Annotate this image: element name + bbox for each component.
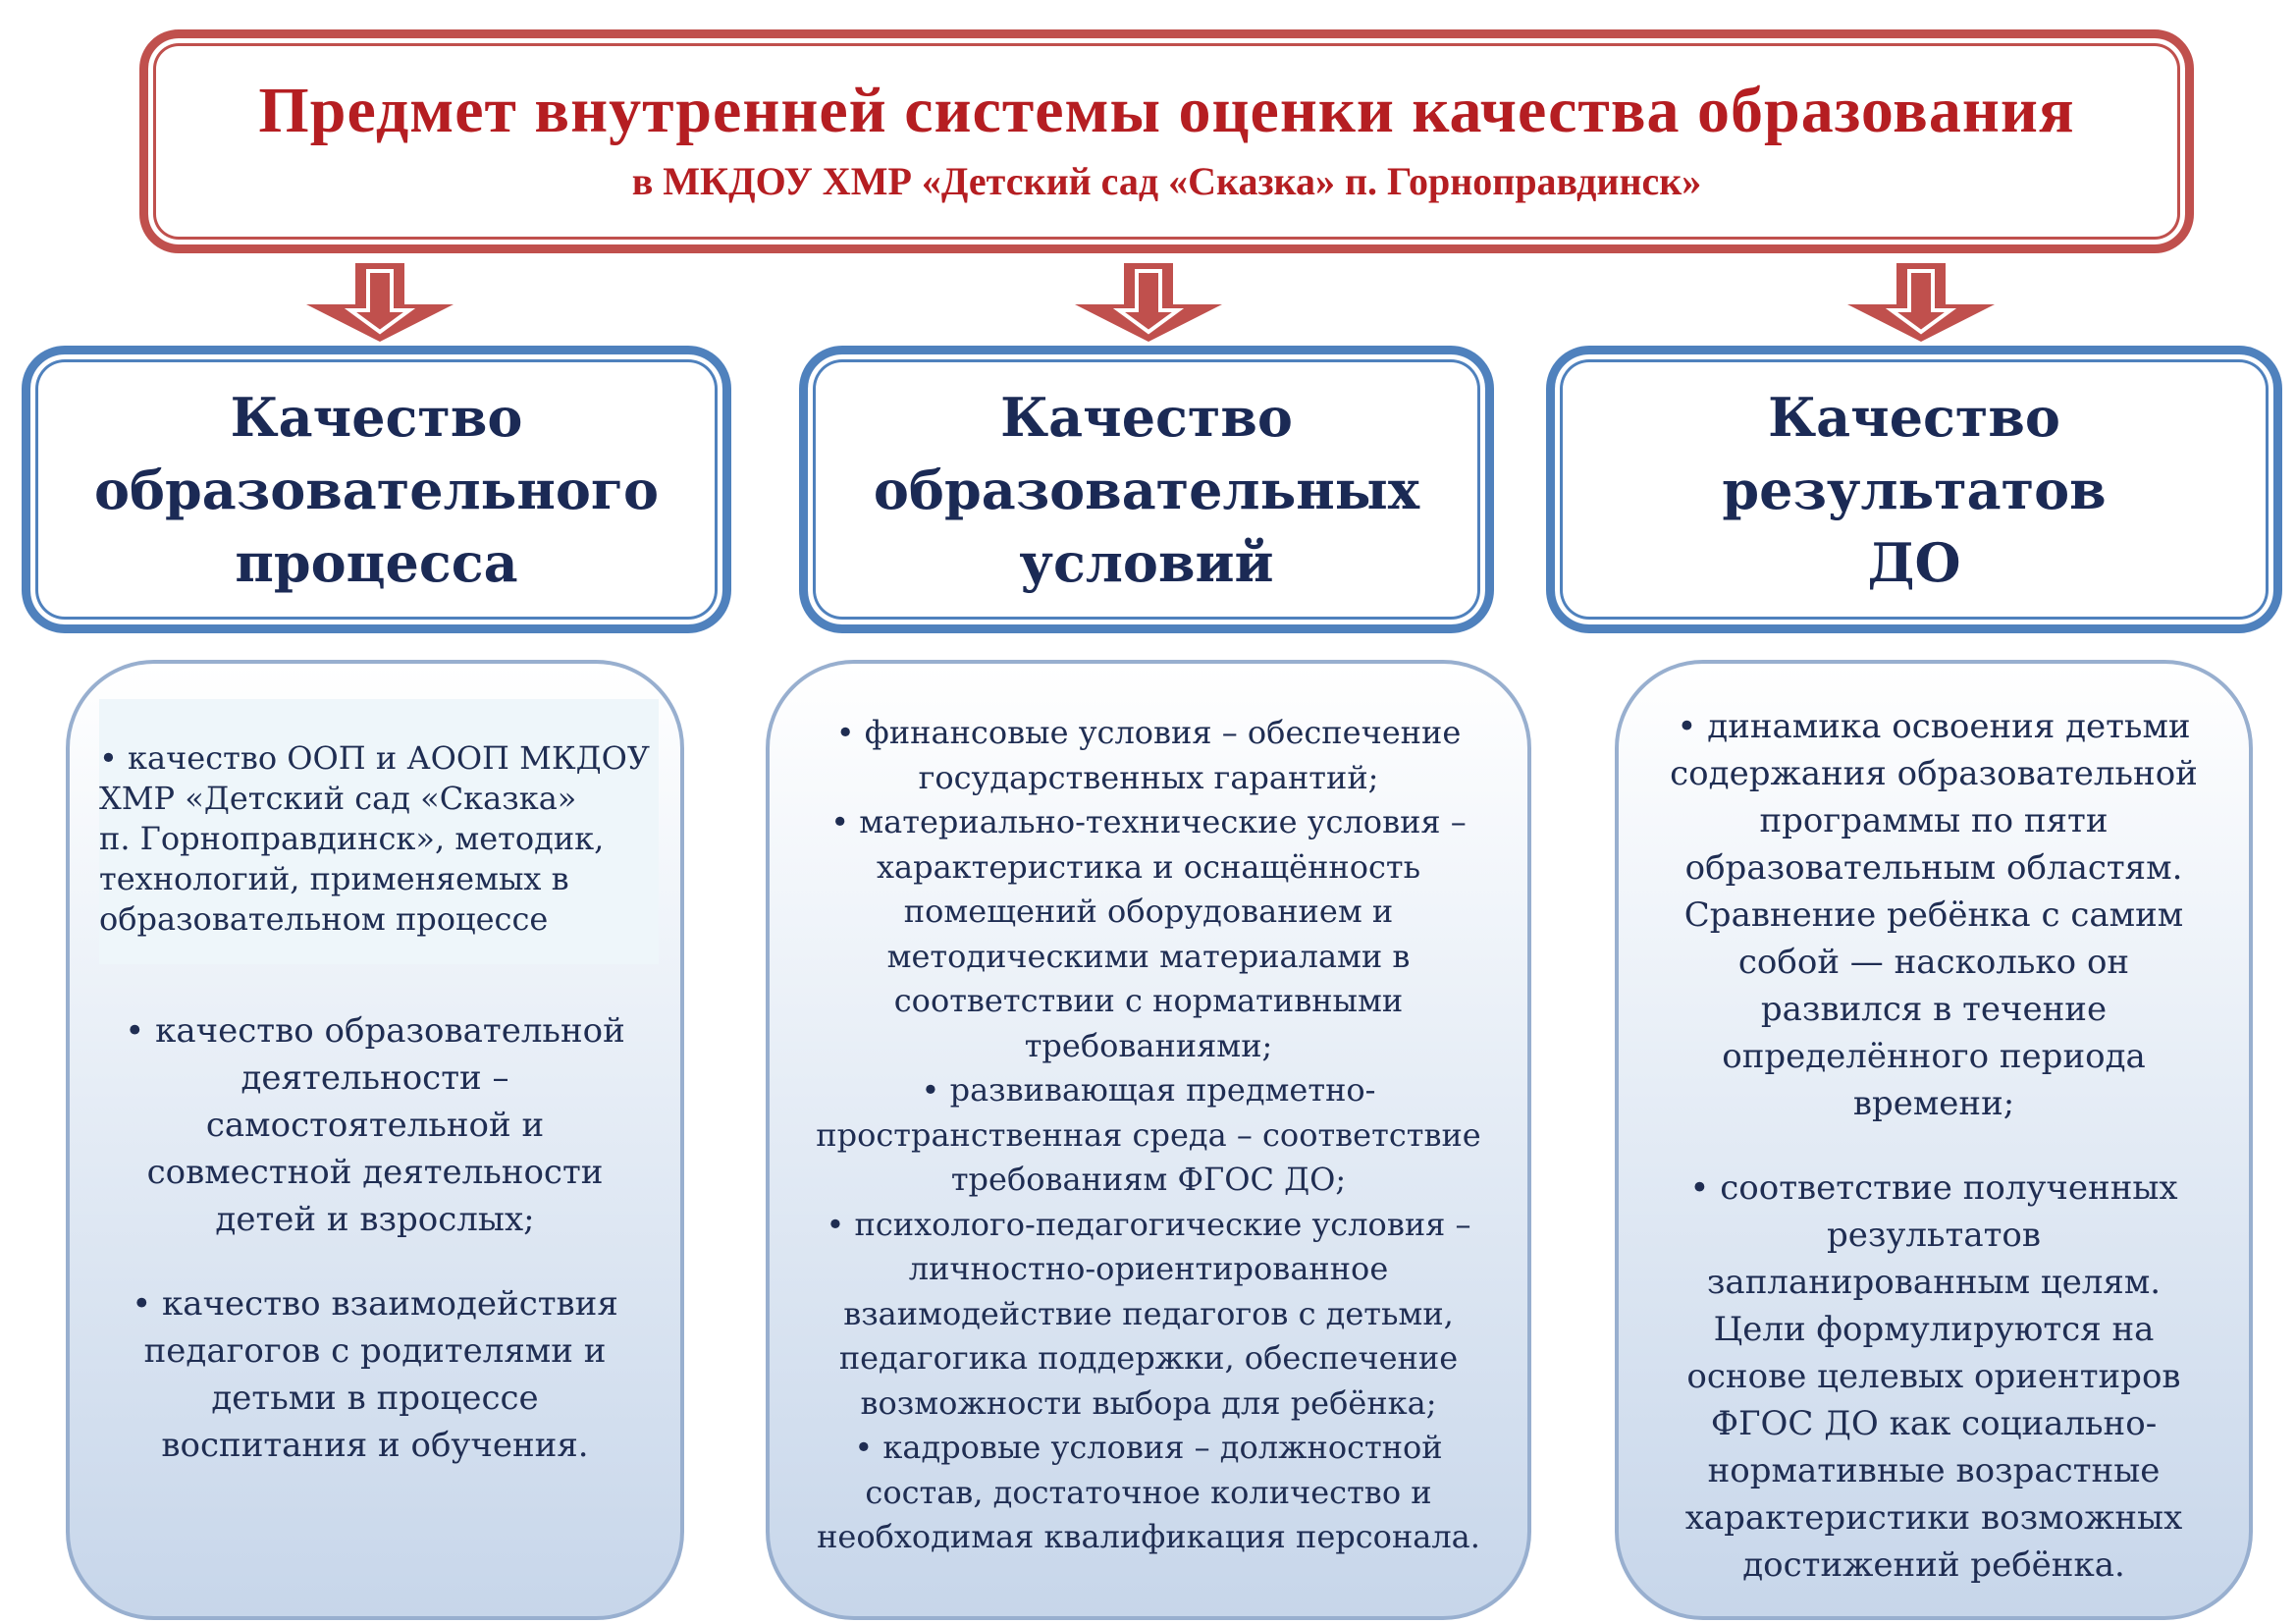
list-item-line: характеристика и оснащённость xyxy=(876,847,1421,886)
list-item-line: совместной деятельности xyxy=(146,1153,604,1192)
bullet-list xyxy=(1619,703,2249,1589)
list-item xyxy=(99,699,659,964)
list-item-line: • развивающая предметно- xyxy=(921,1071,1376,1109)
list-item-line: методическими материалами в xyxy=(886,937,1411,975)
list-item xyxy=(1619,703,2249,1127)
list-item-line: результатов xyxy=(1826,1216,2042,1255)
list-item-line: собой — насколько он xyxy=(1737,943,2130,982)
list-item-line: программы по пяти xyxy=(1759,801,2109,840)
list-item-line: определённого периода xyxy=(1722,1037,2146,1076)
diagram-subtitle: в МКДОУ ХМР «Детский сад «Сказка» п. Горноправдинск» xyxy=(631,159,1702,203)
down-arrow-icon xyxy=(301,261,458,344)
list-item-line: детьми в процессе xyxy=(211,1379,539,1418)
list-item-line: соответствии с нормативными xyxy=(893,982,1404,1019)
header-line: образовательных xyxy=(873,458,1420,521)
list-item-line: нормативные возрастные xyxy=(1707,1451,2161,1490)
list-item-line: помещений оборудованием и xyxy=(903,893,1394,930)
list-item-line: государственных гарантий; xyxy=(918,758,1379,796)
header-process-quality xyxy=(22,346,731,633)
list-item-line: • качество взаимодействия xyxy=(132,1284,618,1324)
list-item-line: ФГОС ДО как социально- xyxy=(1710,1404,2158,1443)
list-item xyxy=(770,1068,1527,1203)
list-item-line: самостоятельной и xyxy=(205,1106,545,1145)
header-line: условий xyxy=(1019,530,1274,594)
down-arrow-icon xyxy=(1070,261,1227,344)
header-line: ДО xyxy=(1867,530,1961,594)
list-item-line: • качество ООП и АООП МКДОУ xyxy=(99,739,651,777)
card-process xyxy=(66,660,684,1620)
list-item xyxy=(770,711,1527,800)
list-item-line: • финансовые условия – обеспечение xyxy=(835,714,1462,751)
header-results-quality xyxy=(1546,346,2282,633)
list-item-line: • психолого-педагогические условия – xyxy=(826,1205,1471,1243)
list-item-line: состав, достаточное количество и xyxy=(865,1473,1432,1511)
list-item-line: требованиями; xyxy=(1024,1026,1273,1064)
list-item-line: запланированным целям. xyxy=(1706,1263,2162,1302)
list-item-line: основе целевых ориентиров xyxy=(1686,1357,2181,1396)
list-item-line: времени; xyxy=(1852,1084,2015,1123)
list-item-line: • динамика освоения детьми xyxy=(1677,707,2191,746)
bullet-list xyxy=(70,1007,680,1469)
list-item-line: • материально-технические условия – xyxy=(830,803,1467,840)
list-item xyxy=(770,800,1527,1068)
card-results xyxy=(1615,660,2253,1620)
list-item-line: необходимая квалификация персонала. xyxy=(817,1518,1480,1555)
header-line: образовательного xyxy=(94,458,659,521)
list-item-line: ХМР «Детский сад «Сказка» xyxy=(99,780,577,817)
list-item-line: характеристики возможных xyxy=(1684,1498,2183,1538)
list-item-line: содержания образовательной xyxy=(1670,754,2198,793)
list-item-line: личностно-ориентированное xyxy=(908,1250,1389,1287)
header-line: процесса xyxy=(235,530,518,594)
list-item-line: технологий, применяемых в xyxy=(99,860,569,897)
list-item-line: п. Горноправдинск», методик, xyxy=(99,820,605,857)
list-item-line: воспитания и обучения. xyxy=(161,1426,589,1465)
list-item-line: развился в течение xyxy=(1760,990,2108,1029)
list-item-line: • кадровые условия – должностной xyxy=(854,1429,1443,1466)
list-item-line: • соответствие полученных xyxy=(1689,1168,2178,1208)
diagram-title: Предмет внутренней системы оценки качества образования xyxy=(258,75,2075,146)
list-item xyxy=(1619,1164,2249,1589)
header-line: Качество xyxy=(230,385,523,449)
header-line: результатов xyxy=(1722,458,2107,521)
list-item-line: Сравнение ребёнка с самим xyxy=(1683,895,2184,935)
header-line: Качество xyxy=(1768,385,2060,449)
title-box xyxy=(139,29,2194,253)
list-item xyxy=(770,1426,1527,1560)
down-arrow-icon xyxy=(1842,261,2000,344)
list-item xyxy=(70,1280,680,1469)
list-item-line: взаимодействие педагогов с детьми, xyxy=(843,1294,1454,1332)
list-item xyxy=(770,1203,1527,1427)
bullet-list xyxy=(770,711,1527,1560)
list-item-line: образовательном процессе xyxy=(99,900,549,938)
list-item-line: педагогика поддержки, обеспечение xyxy=(838,1339,1459,1377)
list-item-line: пространственная среда – соответствие xyxy=(816,1115,1481,1154)
list-item-line: педагогов с родителями и xyxy=(143,1331,607,1371)
list-item-line: достижений ребёнка. xyxy=(1742,1545,2125,1585)
list-item-line: требованиям ФГОС ДО; xyxy=(950,1161,1347,1198)
header-conditions-quality xyxy=(799,346,1494,633)
card-conditions xyxy=(766,660,1531,1620)
list-item-line: • качество образовательной xyxy=(125,1011,625,1051)
list-item-line: Цели формулируются на xyxy=(1713,1310,2155,1349)
list-item xyxy=(70,1007,680,1243)
list-item-line: возможности выбора для ребёнка; xyxy=(860,1383,1437,1422)
header-line: Качество xyxy=(1000,385,1293,449)
list-item-line: образовательным областям. xyxy=(1684,848,2183,888)
list-item-line: детей и взрослых; xyxy=(215,1200,535,1239)
list-item-line: деятельности – xyxy=(240,1058,509,1098)
